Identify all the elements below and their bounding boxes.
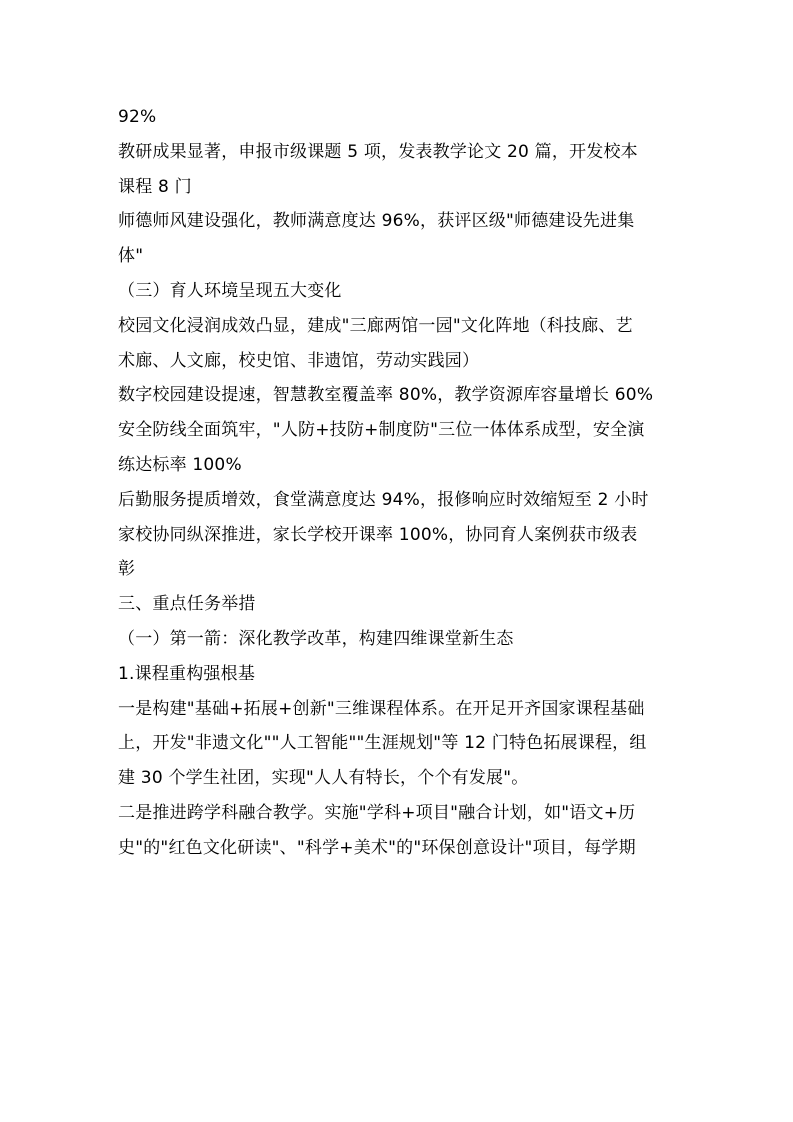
- text-line: 教研成果显著，申报市级课题 5 项，发表教学论文 20 篇，开发校本: [118, 141, 638, 162]
- text-line: 师德师风建设强化，教师满意度达 96%，获评区级"师德建设先进集: [118, 211, 635, 232]
- text-line: （三）育人环境呈现五大变化: [118, 280, 342, 301]
- text-line: 上，开发"非遗文化""人工智能""生涯规划"等 12 门特色拓展课程，组: [118, 733, 647, 754]
- text-line: 课程 8 门: [118, 176, 192, 197]
- paragraph-teacher-ethics: [118, 204, 678, 274]
- text-line: 后勤服务提质增效，食堂满意度达 94%，报修响应时效缩短至 2 小时: [118, 489, 649, 510]
- document-page: [118, 100, 678, 866]
- text-line: 彰: [118, 559, 136, 580]
- text-line: 史"的"红色文化研读"、"科学+美术"的"环保创意设计"项目，每学期: [118, 837, 636, 858]
- text-line: 92%: [118, 107, 157, 127]
- paragraph-research-results: [118, 135, 678, 205]
- paragraph-continuation: [118, 100, 678, 135]
- text-line: 校园文化浸润成效凸显，建成"三廊两馆一园"文化阵地（科技廊、艺: [118, 315, 633, 336]
- paragraph-logistics: [118, 483, 678, 518]
- paragraph-home-school: [118, 518, 678, 588]
- text-line: 建 30 个学生社团，实现"人人有特长，个个有发展"。: [118, 768, 529, 789]
- text-line: 1.课程重构强根基: [118, 663, 256, 684]
- section-heading-key-tasks: [118, 587, 678, 622]
- paragraph-campus-culture: [118, 309, 678, 379]
- text-line: 体": [118, 246, 144, 267]
- text-line: 练达标率 100%: [118, 454, 242, 475]
- text-line: 数字校园建设提速，智慧教室覆盖率 80%，教学资源库容量增长 60%: [118, 385, 654, 406]
- paragraph-curriculum-system: [118, 692, 678, 796]
- text-line: 术廊、人文廊，校史馆、非遗馆，劳动实践园）: [118, 350, 480, 371]
- paragraph-interdisciplinary: [118, 796, 678, 866]
- text-line: （一）第一箭：深化教学改革，构建四维课堂新生态: [118, 628, 514, 649]
- text-line: 三、重点任务举措: [118, 594, 256, 615]
- text-line: 安全防线全面筑牢，"人防+技防+制度防"三位一体体系成型，安全演: [118, 420, 645, 441]
- subheading-curriculum: [118, 657, 678, 692]
- text-line: 一是构建"基础+拓展+创新"三维课程体系。在开足开齐国家课程基础: [118, 698, 645, 719]
- text-line: 二是推进跨学科融合教学。实施"学科+项目"融合计划，如"语文+历: [118, 802, 636, 823]
- paragraph-safety: [118, 413, 678, 483]
- paragraph-digital-campus: [118, 378, 678, 413]
- subheading-teaching-reform: [118, 622, 678, 657]
- subheading-environment: [118, 274, 678, 309]
- text-line: 家校协同纵深推进，家长学校开课率 100%，协同育人案例获市级表: [118, 524, 638, 545]
